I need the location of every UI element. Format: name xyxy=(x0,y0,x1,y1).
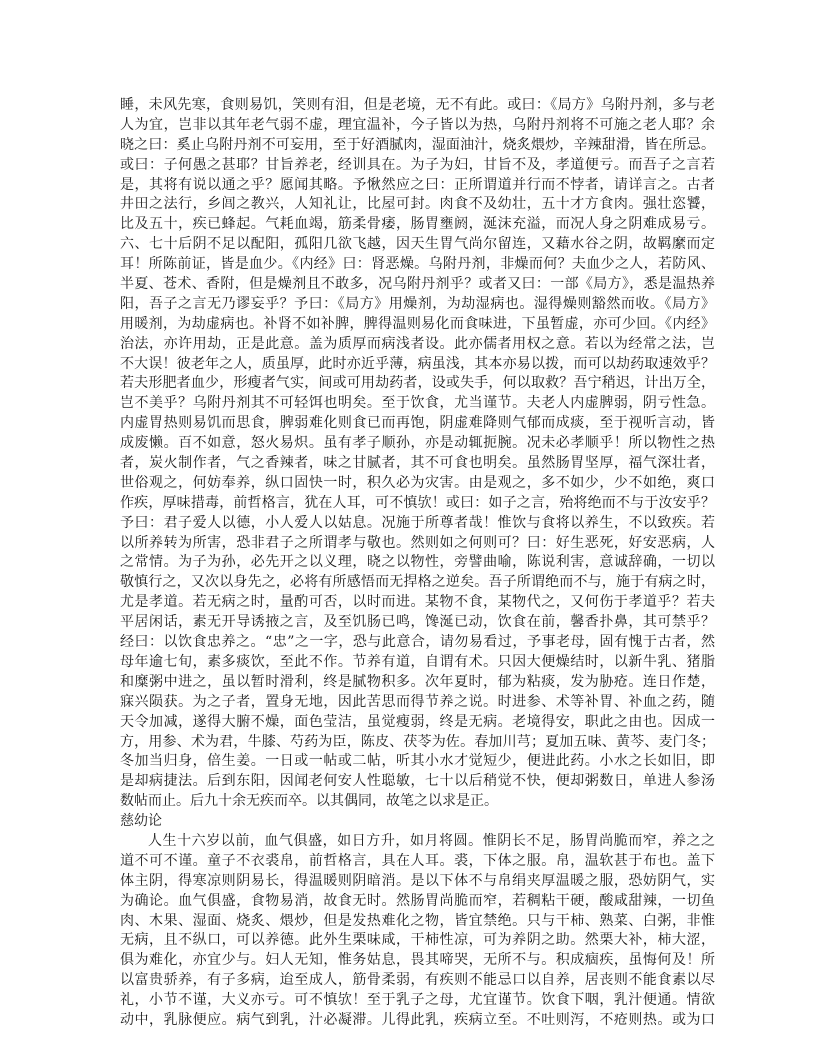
text-line: 阳，吾子之言无乃谬妄乎？予曰：《局方》用燥剂，为劫湿病也。湿得燥则豁然而收。《局方》 xyxy=(120,295,715,312)
text-line: 治法，亦许用劫，正是此意。盖为质厚而病浅者设。此亦儒者用权之意。若以为经常之法，岂 xyxy=(120,335,715,352)
text-line: 是却病捷法。后到东阳，因闻老何安人性聪敏，七十以后稍觉不快，便却粥数日，单进人参汤 xyxy=(120,773,715,790)
text-line: 井田之法行，乡闾之教兴，人知礼让，比屋可封。肉食不及幼壮，五十才方食肉。强壮恣饕， xyxy=(120,196,715,213)
text-line: 数帖而止。后九十余无疾而卒。以其偶同，故笔之以求是正。 xyxy=(120,793,498,810)
text-line: 六、七十后阴不足以配阳，孤阳几欲飞越，因天生胃气尚尔留连，又藉水谷之阴，故羁縻而定 xyxy=(120,236,715,253)
text-line: 动中，乳脉便应。病气到乳，汁必凝滞。儿得此乳，疾病立至。不吐则泻，不疮则热。或为口 xyxy=(120,1011,715,1028)
text-line: 寐兴陨获。为之子者，置身无地，因此苦思而得节养之说。时进参、术等补胃、补血之药，随 xyxy=(120,693,715,710)
text-line: 者，炭火制作者，气之香辣者，味之甘腻者，其不可食也明矣。虽然肠胃坚厚，福气深壮者， xyxy=(120,455,715,472)
text-line: 肉、木果、湿面、烧炙、煨炒，但是发热难化之物，皆宜禁绝。只与干柿、熟菜、白粥，非惟 xyxy=(120,912,715,929)
text-line: 耳！所陈前证，皆是血少。《内经》曰：肾恶燥。乌附丹剂，非燥而何？夫血少之人，若防风、 xyxy=(120,256,715,273)
document-page xyxy=(120,96,715,1031)
text-line: 用暖剂，为劫虚病也。补肾不如补脾，脾得温则易化而食味进，下虽暂虚，亦可少回。《内经》 xyxy=(120,315,715,332)
section-yanglao xyxy=(120,96,715,812)
text-line: 敬慎行之，又次以身先之，必将有所感悟而无捍格之逆矣。吾子所谓绝而不与，施于有病之时， xyxy=(120,574,715,591)
text-line: 人为宜，岂非以其年老气弱不虚，理宜温补，今子皆以为热，乌附丹剂将不可施之老人耶？余 xyxy=(120,116,715,133)
section-heading-ciyoulun: 慈幼论 xyxy=(120,813,162,830)
text-line: 尤是孝道。若无病之时，量酌可否，以时而进。某物不食，某物代之，又何伤于孝道乎？若夫 xyxy=(120,594,715,611)
text-line: 冬加当归身，倍生姜。一日或一帖或二帖，听其小水才觉短少，便进此药。小水之长如旧，即 xyxy=(120,753,715,770)
text-line: 予曰：君子爱人以德，小人爱人以姑息。况施于所尊者哉！惟饮与食将以养生，不以致疾。若 xyxy=(120,514,715,531)
text-line: 俱为难化，亦宜少与。妇人无知，惟务姑息，畏其啼哭，无所不与。积成痼疾，虽悔何及！所 xyxy=(120,952,715,969)
text-line: 无病，且不纵口，可以养德。此外生栗味咸，干柿性凉，可为养阴之助。然栗大补，柿大涩， xyxy=(120,932,715,949)
text-line: 或曰：子何愚之甚耶？甘旨养老，经训具在。为子为妇，甘旨不及，孝道便亏。而吾子之言若 xyxy=(120,156,715,173)
text-line: 天令加减，遂得大腑不燥，面色莹洁，虽觉瘦弱，终是无病。老境得安，职此之由也。因成一 xyxy=(120,713,715,730)
text-line: 道不可不谨。童子不衣裘帛，前哲格言，具在人耳。裘，下体之服。帛，温软甚于布也。盖下 xyxy=(120,852,715,869)
text-line: 内虚胃热则易饥而思食，脾弱难化则食已而再饱，阴虚难降则气郁而成痰，至于视听言动，皆 xyxy=(120,415,715,432)
text-line: 方，用参、术为君，牛膝、芍药为臣，陈皮、茯苓为佐。春加川芎；夏加五味、黄芩、麦门冬； xyxy=(120,733,715,750)
text-line: 平居闲话，素无开导诱掖之言，及至饥肠已鸣，馋涎已动，饮食在前，馨香扑鼻，其可禁乎？ xyxy=(120,614,715,631)
text-line: 作疾，厚味措毒，前哲格言，犹在人耳，可不慎欤！或曰：如子之言，殆将绝而不与于汝安乎？ xyxy=(120,494,715,511)
text-line: 睡，未风先寒，食则易饥，笑则有泪，但是老境，无不有此。或曰：《局方》乌附丹剂，多与老 xyxy=(120,97,715,113)
text-line: 和糜粥中进之，虽以暂时滑利，终是腻物积多。次年夏时，郁为粘痰，发为胁疮。连日作楚， xyxy=(120,673,715,690)
text-line: 岂不美乎？乌附丹剂其不可轻饵也明矣。至于饮食，尤当谨节。夫老人内虚脾弱，阴亏性急。 xyxy=(120,395,715,412)
text-line: 之常情。为子为孙，必先开之以义理，晓之以物性，旁譬曲喻，陈说利害，意诚辞确，一切以 xyxy=(120,554,715,571)
text-line: 母年逾七旬，素多痰饮，至此不作。节养有道，自谓有术。只因大便燥结时，以新牛乳、猪脂 xyxy=(120,653,715,670)
text-line: 以所养转为所害，恐非君子之所谓孝与敬也。然则如之何则可？曰：好生恶死，好安恶病，人 xyxy=(120,534,715,551)
text-line: 为确论。血气俱盛，食物易消，故食无时。然肠胃尚脆而窄，若稠粘干硬，酸咸甜辣，一切鱼 xyxy=(120,892,715,909)
text-line: 世俗观之，何妨奉养，纵口固快一时，积久必为灾害。由是观之，多不如少，少不如绝，爽口 xyxy=(120,474,715,491)
section-ciyoulun xyxy=(120,832,715,1031)
text-line: 以富贵骄养，有子多病，迨至成人，筋骨柔弱，有疾则不能忌口以自养，居丧则不能食素以尽 xyxy=(120,972,715,989)
text-line: 晓之曰：奚止乌附丹剂不可妄用，至于好酒腻肉，湿面油汁，烧炙煨炒，辛辣甜滑，皆在所忌。 xyxy=(120,136,715,153)
text-line: 礼，小节不谨，大义亦亏。可不慎欤！至于乳子之母，尤宜谨节。饮食下咽，乳汁便通。情欲 xyxy=(120,992,715,1009)
text-line: 是，其将有说以通之乎？愿闻其略。予愀然应之曰：正所谓道并行而不悖者，请详言之。古者 xyxy=(120,176,715,193)
text-line: 成废懒。百不如意，怒火易炽。虽有孝子顺孙，亦是动辄扼腕。况未必孝顺乎！所以物性之热 xyxy=(120,435,715,452)
text-line: 比及五十，疾已蜂起。气耗血竭，筋柔骨痿，肠胃壅阏，涎沫充溢，而况人身之阴难成易亏。 xyxy=(120,216,715,233)
text-line: 不大误！彼老年之人，质虽厚，此时亦近乎薄，病虽浅，其本亦易以拨，而可以劫药取速效乎？ xyxy=(120,355,715,372)
text-line: 经曰：以饮食忠养之。“忠”之一字，恐与此意合，请勿易看过，予事老母，固有愧于古者，然 xyxy=(120,634,715,651)
text-line: 人生十六岁以前，血气俱盛，如日方升，如月将圆。惟阴长不足，肠胃尚脆而窄，养之之 xyxy=(148,832,715,849)
text-line: 体主阴，得寒凉则阴易长，得温暖则阴暗消。是以下体不与帛绢夹厚温暖之服，恐妨阴气，实 xyxy=(120,872,715,889)
text-line: 若夫形肥者血少，形瘦者气实，间或可用劫药者，设或失手，何以取救？吾宁稍迟，计出万全， xyxy=(120,375,715,392)
text-line: 半夏、苍术、香附，但是燥剂且不敢多，况乌附丹剂乎？或者又曰：一部《局方》，悉是温热养 xyxy=(120,276,715,293)
